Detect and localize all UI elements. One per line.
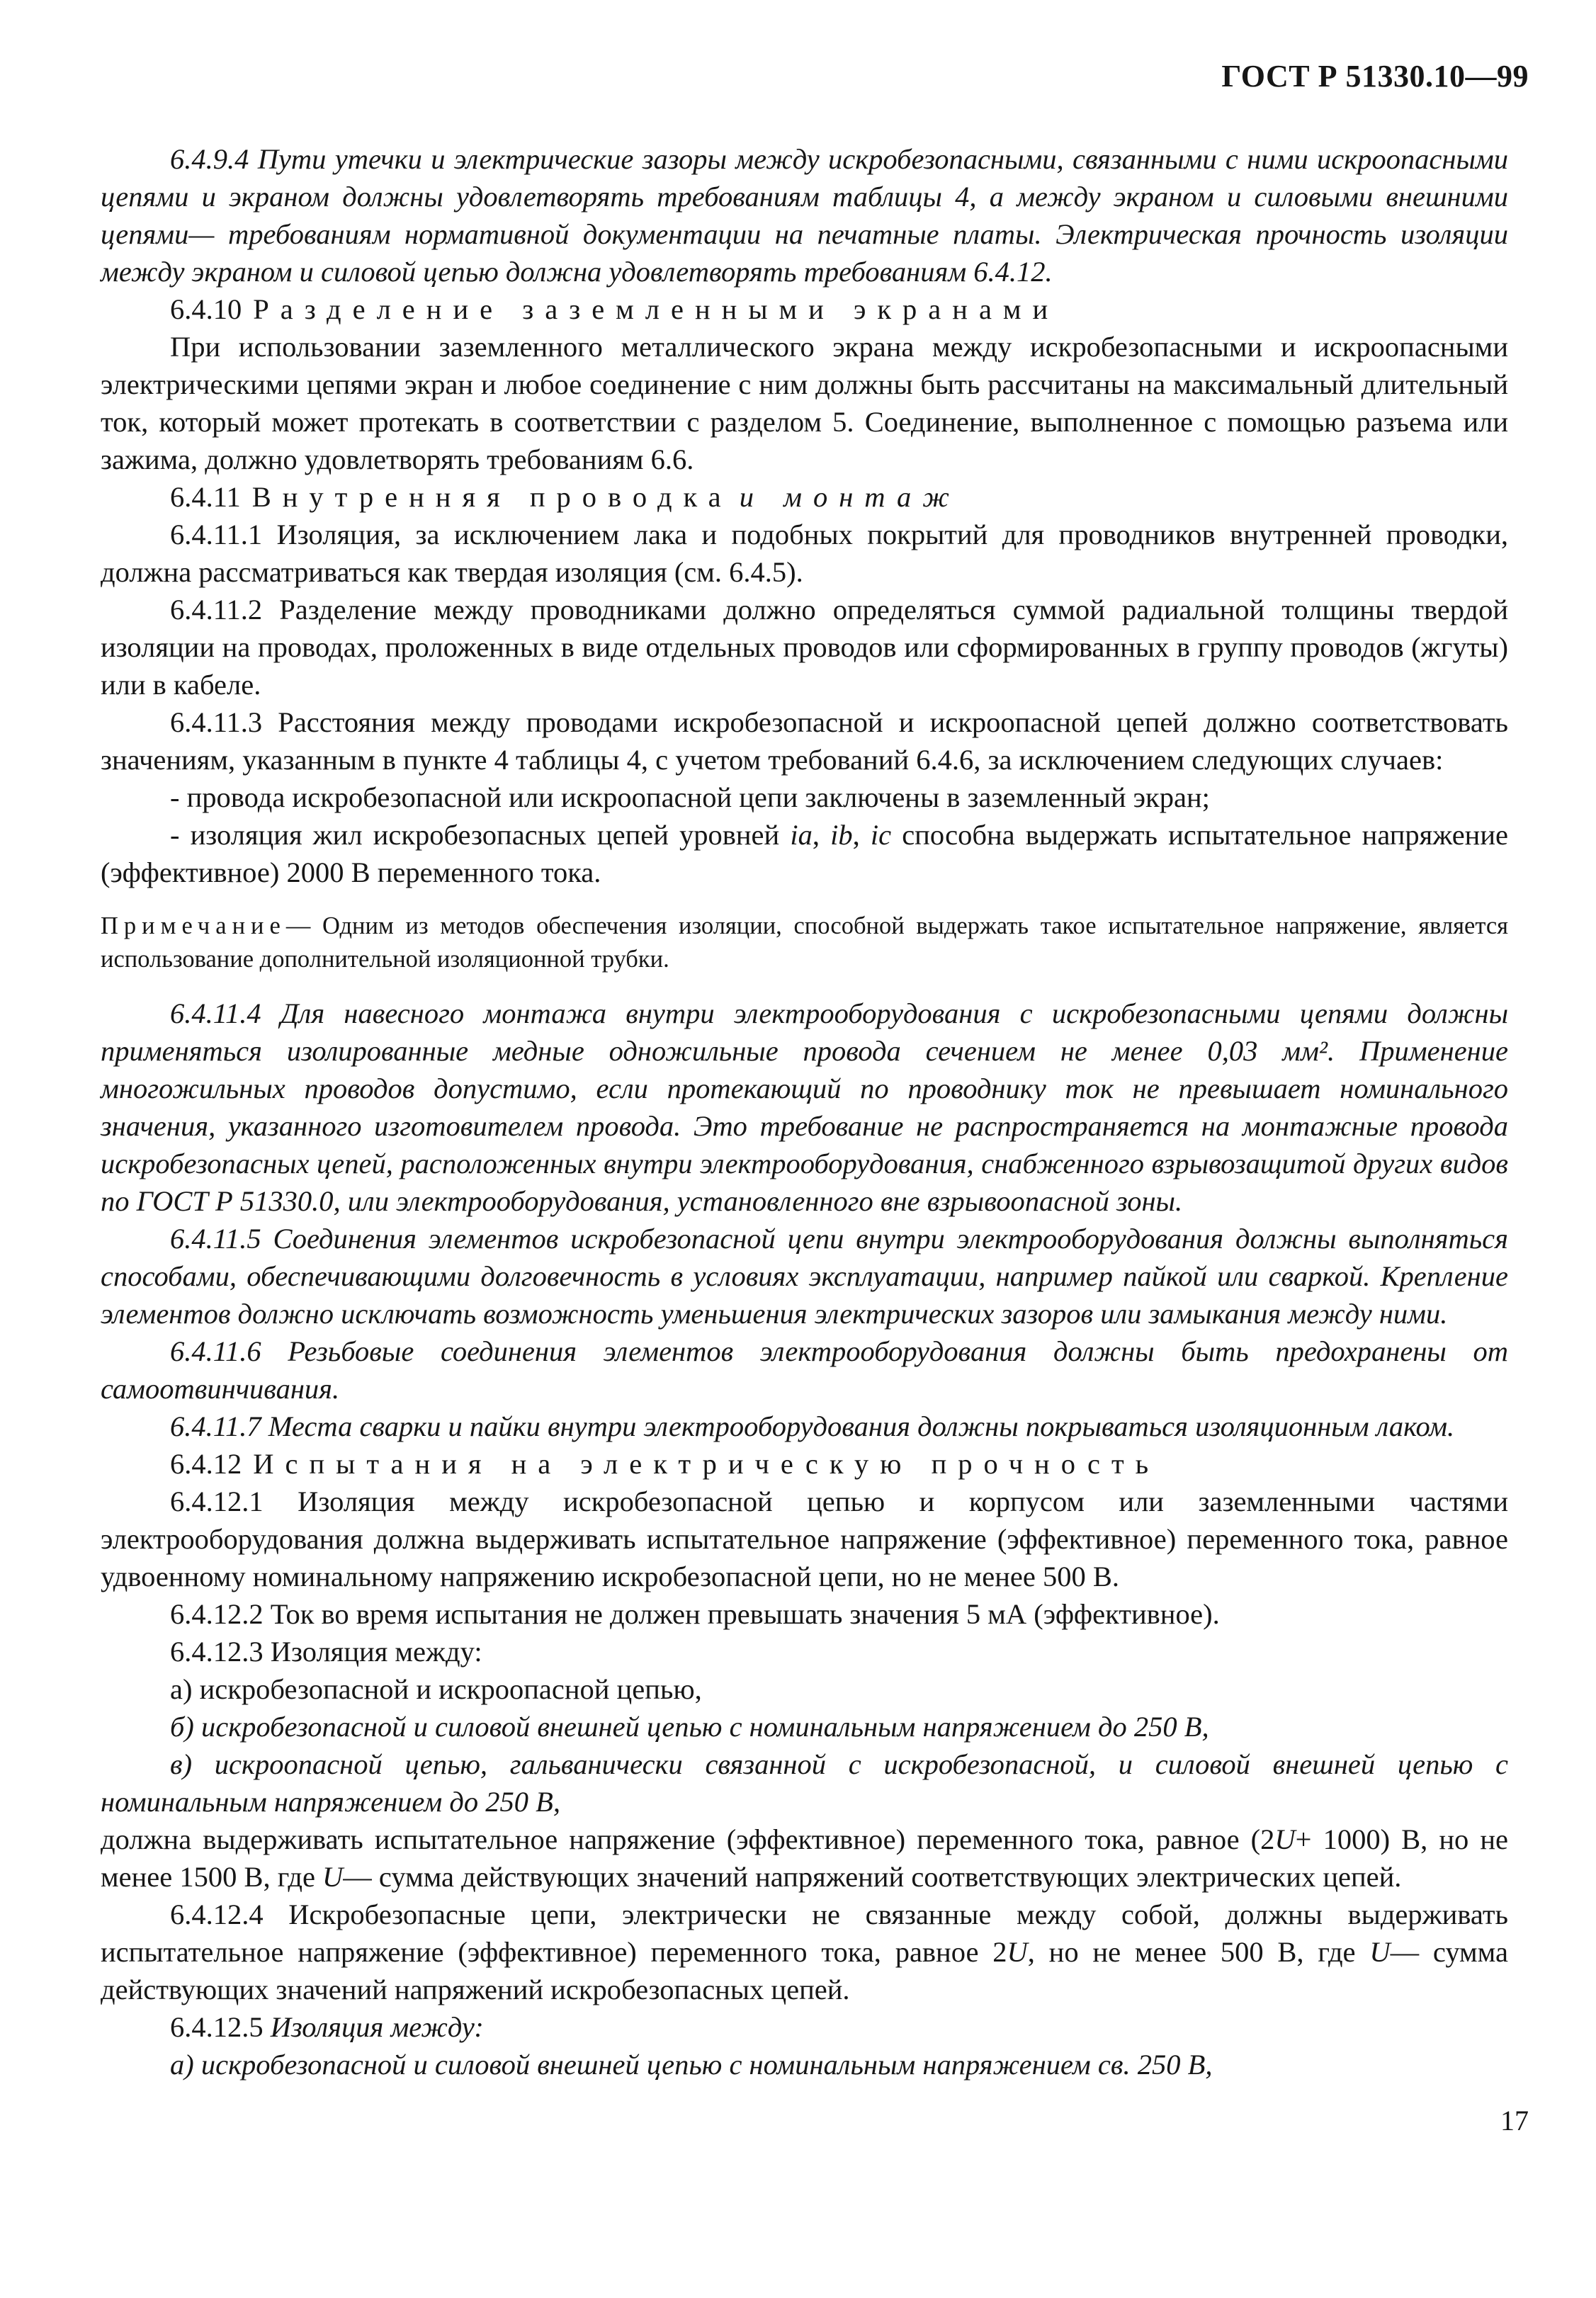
clause-6-4-12-4	[101, 1896, 1508, 2008]
heading-number: 6.4.11	[170, 481, 241, 513]
clause-6-4-10: При использовании заземленного металлического экрана между искробезопасными и искроопасными электрическими цепями экран и любое соединение с ним должны быть рассчитаны на максимальный длительный ток, который может протекать в соответствии с разделом 5. Соединение, выполненное с помощью разъема или зажима, должно удовлетворять требованиям 6.6.	[101, 331, 1508, 475]
heading-title: Внутренняя проводка	[251, 481, 732, 513]
clause-6-4-11-6: 6.4.11.6 Резьбовые соединения элементов электрооборудования должны быть предохранены от самоотвинчивания.	[101, 1335, 1508, 1405]
clause-6-4-12-2: 6.4.12.2 Ток во время испытания не должен превышать значения 5 мА (эффективное).	[170, 1598, 1220, 1630]
level-ic: ic	[870, 819, 892, 851]
document-code: ГОСТ Р 51330.10—99	[1221, 59, 1529, 94]
text-run: — сумма действующих значений напряжений соответствующих электрических цепей.	[343, 1861, 1402, 1893]
text-run: 6.4.12.4 Искробезопасные цепи, электрически не связанные между собой, должны выдерживать испытательное напряжение (эффективное) переменного тока, равное 2	[101, 1898, 1508, 1968]
symbol-u: U	[1369, 1936, 1391, 1968]
clause-text: Изоляция между:	[263, 2011, 484, 2043]
heading-number: 6.4.10	[170, 293, 242, 325]
clause-6-4-12-3: 6.4.12.3 Изоляция между:	[170, 1636, 482, 1668]
note-label: Примечание	[101, 912, 286, 939]
text-run: , но не менее 500 В, где	[1027, 1936, 1370, 1968]
clause-6-4-12-5	[101, 2008, 1508, 2046]
text-run: ,	[812, 819, 831, 851]
text-run: ,	[852, 819, 871, 851]
list-item	[101, 816, 1508, 891]
clause-6-4-12-3-continuation	[101, 1821, 1508, 1896]
clause-6-4-11-5: 6.4.11.5 Соединения элементов искробезопасной цепи внутри электрооборудования должны выполняться способами, обеспечивающими долговечность в условиях эксплуатации, например пайкой или сваркой. Крепление элементов должно исключать возможность уменьшения электрических зазоров или замыкания между ними.	[101, 1223, 1508, 1330]
clause-6-4-11-3: 6.4.11.3 Расстояния между проводами искробезопасной и искроопасной цепей должно соответствовать значениям, указанным в пункте 4 таблицы 4, с учетом требований 6.4.6, за исключением следующих случаев:	[101, 706, 1508, 776]
text-run: способна выдержать испытательное напряжение (эффективное) 2000 В переменного тока.	[101, 819, 1509, 888]
heading-6-4-11	[101, 478, 1508, 516]
list-item: б) искробезопасной и силовой внешней цепью с номинальным напряжением до 250 В,	[170, 1711, 1209, 1743]
clause-6-4-12-1: 6.4.12.1 Изоляция между искробезопасной цепью и корпусом или заземленными частями электрооборудования должна выдерживать испытательное напряжение (эффективное) переменного тока, равное удвоенному номинальному напряжению искробезопасной цепи, но не менее 500 В.	[101, 1485, 1508, 1592]
heading-title: Испытания на электрическую прочность	[253, 1448, 1160, 1480]
clause-6-4-9-4: 6.4.9.4 Пути утечки и электрические зазоры между искробезопасными, связанными с ними искроопасными цепями и экраном должны удовлетворять требованиям таблицы 4, а между экраном и силовыми внешними цепями— требованиям нормативной документации на печатные платы. Электрическая прочность изоляции между экраном и силовой цепью должна удовлетворять требованиям 6.4.12.	[101, 143, 1508, 288]
heading-number: 6.4.12	[170, 1448, 242, 1480]
heading-title: Разделение заземленными экранами	[253, 293, 1060, 325]
heading-6-4-12	[101, 1445, 1508, 1483]
clause-6-4-11-7: 6.4.11.7 Места сварки и пайки внутри электрооборудования должны покрываться изоляционным лаком.	[170, 1410, 1455, 1442]
clause-6-4-11-1: 6.4.11.1 Изоляция, за исключением лака и подобных покрытий для проводников внутренней проводки, должна рассматриваться как твердая изоляция (см. 6.4.5).	[101, 519, 1508, 588]
text-run: + 1000) В, но не менее 1500 В, где	[101, 1823, 1508, 1893]
page-body	[101, 140, 1508, 2083]
list-item: а) искробезопасной и искроопасной цепью,	[170, 1673, 702, 1705]
text-run: — сумма действующих значений напряжений искробезопасных цепей.	[101, 1936, 1509, 2005]
text-run: - изоляция жил искробезопасных цепей уровней	[170, 819, 791, 851]
list-item: а) искробезопасной и силовой внешней цепью с номинальным напряжением св. 250 В,	[170, 2049, 1213, 2081]
symbol-u: U	[322, 1861, 344, 1893]
list-item: - провода искробезопасной или искроопасной цепи заключены в заземленный экран;	[170, 781, 1210, 813]
clause-number: 6.4.12.5	[170, 2011, 264, 2043]
level-ib: ib	[830, 819, 853, 851]
note-text: — Одним из методов обеспечения изоляции, способной выдержать такое испытательное напряжение, является использование дополнительной изоляционной трубки.	[101, 912, 1508, 973]
text-run: должна выдерживать испытательное напряжение (эффективное) переменного тока, равное (2	[101, 1823, 1275, 1855]
level-ia: ia	[790, 819, 813, 851]
page-number: 17	[1500, 2105, 1529, 2136]
clause-6-4-11-2: 6.4.11.2 Разделение между проводниками должно определяться суммой радиальной толщины твердой изоляции на проводах, проложенных в виде отдельных проводов или сформированных в группу проводов (жгуты) или в кабеле.	[101, 594, 1508, 701]
note	[101, 910, 1508, 976]
list-item: в) искроопасной цепью, гальванически связанной с искробезопасной, и силовой внешней цепью с номинальным напряжением до 250 В,	[101, 1748, 1508, 1818]
symbol-u: U	[1007, 1936, 1028, 1968]
heading-title-italic: и монтаж	[739, 481, 961, 513]
heading-6-4-10	[101, 290, 1508, 328]
symbol-u: U	[1274, 1823, 1296, 1855]
clause-6-4-11-4: 6.4.11.4 Для навесного монтажа внутри электрооборудования с искробезопасными цепями должны применяться изолированные медные одножильные провода сечением не менее 0,03 мм². Применение многожильных проводов допустимо, если протекающий по проводнику ток не превышает номинального значения, указанного изготовителем провода. Это требование не распространяется на монтажные провода искробезопасных цепей, расположенных внутри электрооборудования, снабженного взрывозащитой других видов по ГОСТ Р 51330.0, или электрооборудования, установленного вне взрывоопасной зоны.	[101, 997, 1508, 1217]
